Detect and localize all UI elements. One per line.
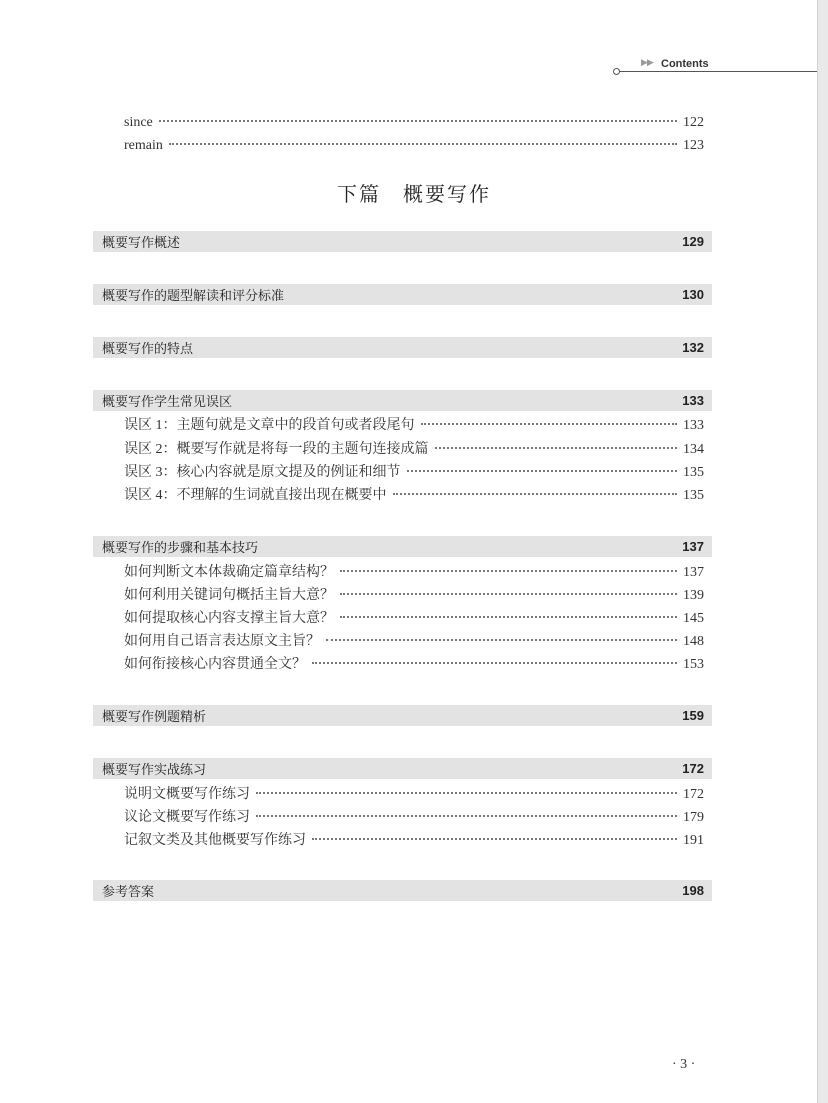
toc-entry-since[interactable] (124, 114, 704, 132)
toc-entry[interactable] (124, 417, 704, 435)
chapter-title: 概要写作例题精析 (102, 710, 207, 725)
page-number: · 3 · (672, 1057, 696, 1072)
header-title: Contents (661, 58, 709, 70)
page-edge (817, 0, 828, 1103)
chapter-page: 133 (682, 393, 704, 408)
toc-entry-label: since (124, 115, 153, 130)
chapter-page: 129 (682, 234, 704, 249)
toc-entry-page: 133 (683, 418, 704, 433)
toc-entry[interactable] (124, 610, 704, 628)
chapter-title: 概要写作的特点 (102, 342, 194, 357)
toc-entry-label: 如何判断文本体裁确定篇章结构？ (124, 565, 334, 580)
toc-entry[interactable] (124, 832, 704, 850)
chapter-title: 概要写作的步骤和基本技巧 (102, 541, 259, 556)
dot-leader (256, 792, 677, 794)
chapter-bar[interactable] (93, 880, 712, 901)
toc-entry-label: 如何利用关键词句概括主旨大意？ (124, 588, 334, 603)
toc-entry[interactable] (124, 441, 704, 459)
toc-entry[interactable] (124, 633, 704, 651)
toc-entry-page: 134 (683, 442, 704, 457)
dot-leader (340, 570, 677, 572)
dot-leader (340, 593, 677, 595)
toc-entry[interactable] (124, 809, 704, 827)
chapter-page: 172 (682, 761, 704, 776)
chapter-title: 概要写作概述 (102, 236, 181, 251)
toc-entry-label: 说明文概要写作练习 (124, 787, 250, 802)
chapter-page: 130 (682, 287, 704, 302)
dot-leader (159, 120, 677, 122)
toc-entry-label: remain (124, 138, 163, 153)
dot-leader (312, 662, 677, 664)
toc-entry[interactable] (124, 587, 704, 605)
toc-entry-label: 如何衔接核心内容贯通全文？ (124, 657, 306, 672)
chapter-title: 概要写作实战练习 (102, 763, 207, 778)
toc-entry-page: 148 (683, 634, 704, 649)
toc-entry[interactable] (124, 564, 704, 582)
toc-entry-label: 如何用自己语言表达原文主旨？ (124, 634, 320, 649)
toc-entry-label: 记叙文类及其他概要写作练习 (124, 833, 306, 848)
chapter-bar[interactable] (93, 284, 712, 305)
chapter-page: 132 (682, 340, 704, 355)
toc-entry-page: 135 (683, 465, 704, 480)
dot-leader (435, 447, 678, 449)
dot-leader (340, 616, 677, 618)
header-circle-icon (613, 68, 620, 75)
dot-leader (256, 815, 677, 817)
chapter-bar[interactable] (93, 231, 712, 252)
chapter-page: 159 (682, 708, 704, 723)
chapter-title: 概要写作的题型解读和评分标准 (102, 289, 285, 304)
chapter-bar[interactable] (93, 337, 712, 358)
toc-entry-page: 137 (683, 565, 704, 580)
toc-entry-page: 139 (683, 588, 704, 603)
dot-leader (312, 838, 677, 840)
toc-entry-page: 153 (683, 657, 704, 672)
toc-entry-label: 议论文概要写作练习 (124, 810, 250, 825)
toc-entry-label: 如何提取核心内容支撑主旨大意？ (124, 611, 334, 626)
section-title: 下篇 概要写作 (337, 182, 491, 206)
chapter-bar[interactable] (93, 705, 712, 726)
toc-entry-label: 误区 2：概要写作就是将每一段的主题句连接成篇 (124, 442, 429, 457)
toc-entry[interactable] (124, 464, 704, 482)
header-rule (618, 71, 817, 72)
toc-entry-page: 179 (683, 810, 704, 825)
chapter-title: 参考答案 (102, 885, 155, 900)
dot-leader (326, 639, 677, 641)
toc-entry-page: 172 (683, 787, 704, 802)
toc-entry-page: 122 (683, 115, 704, 130)
toc-entry-remain[interactable] (124, 137, 704, 155)
double-arrow-icon: ▶▶ (641, 58, 653, 68)
dot-leader (169, 143, 677, 145)
dot-leader (421, 423, 678, 425)
chapter-bar[interactable] (93, 536, 712, 557)
toc-entry-page: 191 (683, 833, 704, 848)
chapter-bar[interactable] (93, 758, 712, 779)
chapter-page: 198 (682, 883, 704, 898)
toc-entry[interactable] (124, 487, 704, 505)
chapter-page: 137 (682, 539, 704, 554)
toc-entry-page: 123 (683, 138, 704, 153)
toc-entry-page: 145 (683, 611, 704, 626)
chapter-bar[interactable] (93, 390, 712, 411)
dot-leader (407, 470, 678, 472)
toc-entry-page: 135 (683, 488, 704, 503)
toc-entry-label: 误区 3：核心内容就是原文提及的例证和细节 (124, 465, 401, 480)
dot-leader (393, 493, 678, 495)
chapter-title: 概要写作学生常见误区 (102, 395, 233, 410)
toc-entry[interactable] (124, 786, 704, 804)
toc-entry-label: 误区 1：主题句就是文章中的段首句或者段尾句 (124, 418, 415, 433)
toc-entry[interactable] (124, 656, 704, 674)
toc-entry-label: 误区 4：不理解的生词就直接出现在概要中 (124, 488, 387, 503)
